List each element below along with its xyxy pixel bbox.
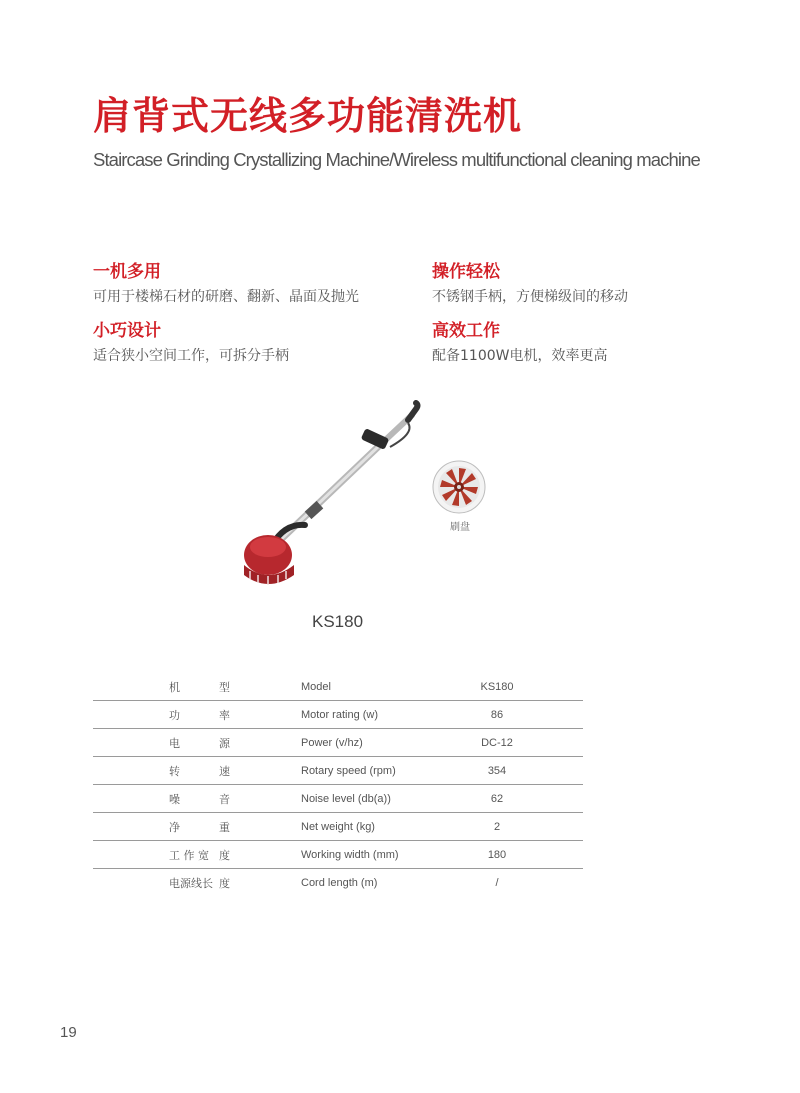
page-title: 肩背式无线多功能清洗机 <box>93 93 523 138</box>
machine-image <box>230 395 450 595</box>
spec-label-en: Rotary speed (rpm) <box>301 757 451 785</box>
feature-desc: 适合狭小空间工作，可拆分手柄 <box>93 348 289 364</box>
spec-label-en: Net weight (kg) <box>301 813 451 841</box>
table-row <box>93 869 583 897</box>
spec-value: 180 <box>451 841 583 869</box>
table-row <box>93 757 583 785</box>
feature-compact-design <box>93 316 393 365</box>
spec-table <box>93 673 583 896</box>
feature-desc: 不锈钢手柄，方便梯级间的移动 <box>432 289 628 305</box>
spec-label-cn: 度 <box>219 848 230 862</box>
page-subtitle: Staircase Grinding Crystallizing Machine/Wireless multifunctional cleaning machine <box>93 149 700 170</box>
spec-value: 62 <box>451 785 583 813</box>
feature-title: 一机多用 <box>93 262 161 282</box>
spec-label-cn: 源 <box>219 736 230 750</box>
spec-value: / <box>495 876 499 889</box>
table-row <box>93 813 583 841</box>
spec-value: 2 <box>451 813 583 841</box>
page-number: 19 <box>60 1024 77 1041</box>
table-row <box>93 785 583 813</box>
spec-label-cn: 机 <box>169 680 180 694</box>
spec-label-cn: 速 <box>219 764 230 778</box>
table-row <box>93 729 583 757</box>
spec-label-cn: 工 作 宽 <box>169 848 209 862</box>
feature-easy-operation <box>432 257 732 306</box>
spec-label-en: Working width (mm) <box>301 841 451 869</box>
spec-label-cn: 型 <box>219 680 230 694</box>
spec-value: 354 <box>451 757 583 785</box>
spec-label-cn: 电源线长 <box>169 876 213 890</box>
spec-label-en: Noise level (db(a)) <box>301 785 451 813</box>
model-caption: KS180 <box>312 612 364 631</box>
brush-disc-image <box>432 460 486 514</box>
spec-label-cn: 净 <box>169 820 180 834</box>
table-row <box>93 701 583 729</box>
spec-value: DC-12 <box>451 729 583 757</box>
spec-label-cn: 电 <box>169 736 180 750</box>
spec-label-en: Motor rating (w) <box>301 701 451 729</box>
feature-versatile <box>93 257 393 306</box>
spec-label-cn: 度 <box>219 876 230 890</box>
table-row <box>93 841 583 869</box>
feature-title: 高效工作 <box>432 321 500 341</box>
feature-desc: 可用于楼梯石材的研磨、翻新、晶面及抛光 <box>93 289 359 305</box>
spec-value: 86 <box>451 701 583 729</box>
table-row <box>93 673 583 701</box>
spec-label-cn: 转 <box>169 764 180 778</box>
feature-desc: 配备1100W电机，效率更高 <box>432 348 608 364</box>
feature-title: 操作轻松 <box>432 262 500 282</box>
spec-label-cn: 率 <box>219 708 230 722</box>
spec-label-cn: 音 <box>219 792 230 806</box>
spec-label-en: Model <box>301 673 451 701</box>
brush-caption: 刷盘 <box>450 522 470 533</box>
spec-value: KS180 <box>451 673 583 701</box>
spec-label-en: Power (v/hz) <box>301 729 451 757</box>
feature-title: 小巧设计 <box>93 321 161 341</box>
feature-efficient-work <box>432 316 732 365</box>
spec-label-en: Cord length (m) <box>301 876 378 889</box>
spec-label-cn: 功 <box>169 708 180 722</box>
spec-label-cn: 重 <box>219 820 230 834</box>
spec-label-cn: 噪 <box>169 792 180 806</box>
